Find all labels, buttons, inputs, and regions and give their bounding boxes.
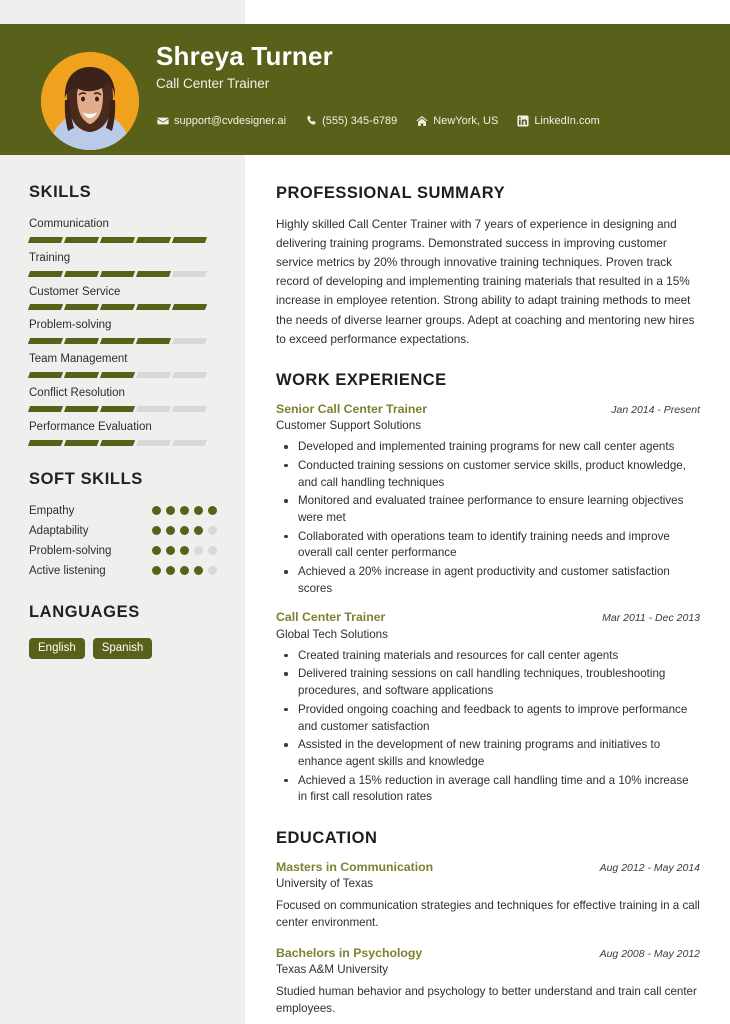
rating-dot bbox=[208, 526, 217, 535]
skill-bar-segment bbox=[28, 372, 63, 378]
experience-date-range: Mar 2011 - Dec 2013 bbox=[602, 612, 700, 625]
skill-bar-segment bbox=[172, 406, 207, 412]
skill-bar-segment bbox=[100, 372, 135, 378]
education-description: Studied human behavior and psychology to better understand and train call center employees. bbox=[276, 985, 697, 1016]
experience-date-range: Jan 2014 - Present bbox=[611, 403, 700, 416]
skill-bar-segment bbox=[64, 338, 99, 344]
avatar bbox=[41, 52, 139, 150]
summary-text: Highly skilled Call Center Trainer with 7 years of experience in designing and delivering training programs. Demonstrated success in improving customer service metrics by 20% through innovative training techniques. Proven track record of developing and implementing training materials that resulted in a 15% increase in employee retention. Strong ability to adapt training methods to meet the needs of diverse learner groups. Adept at coaching and mentoring new hires to exceed performance expectations. bbox=[276, 217, 695, 346]
skills-heading: SKILLS bbox=[29, 183, 92, 201]
skill-bar-segment bbox=[100, 406, 135, 412]
languages-list bbox=[29, 638, 217, 660]
contact-location[interactable] bbox=[416, 115, 498, 127]
skill-bar-segment bbox=[172, 338, 207, 344]
rating-dot bbox=[152, 566, 161, 575]
education-school: University of Texas bbox=[276, 877, 374, 891]
soft-skill-label: Empathy bbox=[29, 504, 75, 517]
skill-level-bar bbox=[29, 406, 217, 412]
languages-heading: LANGUAGES bbox=[29, 602, 140, 621]
skill-bar-segment bbox=[100, 338, 135, 344]
skill-bar-segment bbox=[100, 304, 135, 310]
soft-skill-label: Adaptability bbox=[29, 524, 89, 537]
contact-phone-label: (555) 345-6789 bbox=[322, 115, 398, 127]
skill-label: Performance Evaluation bbox=[29, 420, 152, 433]
skill-bar-segment bbox=[136, 237, 171, 243]
soft-skill-rating bbox=[152, 506, 217, 515]
sidebar bbox=[0, 155, 245, 659]
rating-dot bbox=[194, 546, 203, 555]
experience-bullet: Created training materials and resources for call center agents bbox=[276, 648, 700, 665]
skill-bar-segment bbox=[64, 271, 99, 277]
skill-label: Problem-solving bbox=[29, 319, 112, 332]
rating-dot bbox=[166, 506, 175, 515]
skill-item bbox=[29, 387, 217, 412]
education-school: Texas A&M University bbox=[276, 963, 389, 977]
experience-entry bbox=[276, 610, 700, 806]
skill-item bbox=[29, 421, 217, 446]
experience-bullet: Provided ongoing coaching and feedback to agents to improve performance and customer satisfaction bbox=[276, 702, 700, 735]
skill-label: Communication bbox=[29, 218, 109, 230]
skill-bar-segment bbox=[136, 372, 171, 378]
skill-bar-segment bbox=[64, 372, 99, 378]
rating-dot bbox=[152, 546, 161, 555]
skill-bar-segment bbox=[28, 338, 63, 344]
experience-list bbox=[276, 402, 700, 806]
experience-job-title: Call Center Trainer bbox=[276, 610, 386, 625]
education-entry bbox=[276, 946, 700, 1018]
soft-skill-rating bbox=[152, 566, 217, 575]
skill-bar-segment bbox=[172, 237, 207, 243]
experience-company: Global Tech Solutions bbox=[276, 627, 388, 641]
contact-location-label: NewYork, US bbox=[433, 115, 499, 127]
rating-dot bbox=[180, 546, 189, 555]
skill-bar-segment bbox=[172, 304, 207, 310]
skill-item bbox=[29, 319, 217, 344]
experience-bullet-list bbox=[276, 648, 700, 806]
rating-dot bbox=[180, 506, 189, 515]
contact-phone[interactable] bbox=[305, 115, 397, 127]
skills-list bbox=[29, 218, 217, 446]
main-content bbox=[245, 155, 730, 1024]
experience-bullet: Developed and implemented training programs for new call center agents bbox=[276, 439, 700, 456]
experience-entry-header bbox=[276, 402, 700, 417]
experience-entry bbox=[276, 402, 700, 598]
skill-bar-segment bbox=[28, 304, 63, 310]
skill-bar-segment bbox=[64, 304, 99, 310]
skill-bar-segment bbox=[28, 406, 63, 412]
education-heading: EDUCATION bbox=[276, 828, 378, 847]
experience-bullet: Achieved a 20% increase in agent productivity and customer satisfaction scores bbox=[276, 564, 700, 597]
skill-bar-segment bbox=[136, 304, 171, 310]
rating-dot bbox=[208, 546, 217, 555]
rating-dot bbox=[180, 566, 189, 575]
soft-skill-label: Active listening bbox=[29, 564, 106, 577]
experience-company: Customer Support Solutions bbox=[276, 419, 421, 433]
education-description: Focused on communication strategies and techniques for effective training in a call center environment. bbox=[276, 899, 700, 930]
skill-label: Conflict Resolution bbox=[29, 386, 125, 399]
skill-level-bar bbox=[29, 304, 217, 310]
education-date-range: Aug 2012 - May 2014 bbox=[599, 861, 700, 874]
skill-bar-segment bbox=[28, 440, 63, 446]
soft-skill-label: Problem-solving bbox=[29, 544, 112, 557]
rating-dot bbox=[152, 506, 161, 515]
experience-entry-header bbox=[276, 610, 700, 625]
education-list bbox=[276, 860, 700, 1018]
experience-bullet: Collaborated with operations team to identify training needs and improve overall call center performance bbox=[276, 529, 700, 562]
rating-dot bbox=[166, 546, 175, 555]
education-degree: Masters in Communication bbox=[276, 859, 434, 874]
contact-linkedin-label: LinkedIn.com bbox=[534, 115, 600, 127]
rating-dot bbox=[194, 566, 203, 575]
skill-level-bar bbox=[29, 237, 217, 243]
skill-bar-segment bbox=[100, 271, 135, 277]
soft-skill-rating bbox=[152, 526, 217, 535]
skill-item bbox=[29, 286, 217, 311]
summary-heading: PROFESSIONAL SUMMARY bbox=[276, 184, 506, 202]
soft-skill-item bbox=[29, 565, 217, 577]
skill-item bbox=[29, 252, 217, 277]
skill-bar-segment bbox=[172, 372, 207, 378]
soft-skill-rating bbox=[152, 546, 217, 555]
experience-job-title: Senior Call Center Trainer bbox=[276, 401, 428, 416]
experience-bullet: Achieved a 15% reduction in average call handling time and a 10% increase in first call resolution rates bbox=[276, 773, 700, 806]
skill-item bbox=[29, 353, 217, 378]
experience-bullet-list bbox=[276, 439, 700, 597]
skill-bar-segment bbox=[136, 440, 171, 446]
skill-bar-segment bbox=[136, 338, 171, 344]
linkedin-icon bbox=[517, 115, 529, 127]
rating-dot bbox=[208, 506, 217, 515]
home-icon bbox=[416, 115, 428, 127]
contact-list bbox=[157, 115, 600, 127]
education-degree: Bachelors in Psychology bbox=[276, 946, 423, 960]
language-chip: Spanish bbox=[93, 638, 153, 660]
soft-skills-heading: SOFT SKILLS bbox=[29, 469, 143, 488]
education-entry-header bbox=[276, 946, 700, 961]
experience-bullet: Conducted training sessions on customer service skills, product knowledge, and call handling techniques bbox=[276, 458, 700, 491]
skill-bar-segment bbox=[100, 237, 135, 243]
experience-bullet: Delivered training sessions on call handling techniques, troubleshooting procedures, and software applications bbox=[276, 666, 700, 699]
skill-level-bar bbox=[29, 440, 217, 446]
rating-dot bbox=[166, 526, 175, 535]
contact-email-label: support@cvdesigner.ai bbox=[174, 115, 287, 127]
skill-bar-segment bbox=[28, 271, 63, 277]
contact-email[interactable] bbox=[157, 115, 286, 127]
rating-dot bbox=[152, 526, 161, 535]
header-identity bbox=[156, 42, 716, 91]
skill-bar-segment bbox=[136, 271, 171, 277]
soft-skill-item bbox=[29, 545, 217, 557]
skill-bar-segment bbox=[64, 406, 99, 412]
experience-bullet: Assisted in the development of new training programs and initiatives to enhance agent skills and knowledge bbox=[276, 737, 700, 770]
skill-label: Team Management bbox=[29, 353, 128, 366]
soft-skill-item bbox=[29, 525, 217, 537]
rating-dot bbox=[194, 526, 203, 535]
skill-bar-segment bbox=[64, 237, 99, 243]
skill-bar-segment bbox=[172, 440, 207, 446]
skill-bar-segment bbox=[28, 237, 63, 243]
skill-level-bar bbox=[29, 271, 217, 277]
education-entry-header bbox=[276, 860, 700, 875]
soft-skills-list bbox=[29, 505, 217, 577]
skill-bar-segment bbox=[172, 271, 207, 277]
language-chip: English bbox=[29, 638, 85, 660]
rating-dot bbox=[208, 566, 217, 575]
education-entry bbox=[276, 860, 700, 932]
envelope-icon bbox=[157, 115, 169, 127]
skill-level-bar bbox=[29, 338, 217, 344]
skill-label: Customer Service bbox=[29, 285, 121, 298]
experience-heading: WORK EXPERIENCE bbox=[276, 370, 447, 389]
phone-icon bbox=[305, 115, 317, 127]
skill-bar-segment bbox=[64, 440, 99, 446]
skill-bar-segment bbox=[136, 406, 171, 412]
soft-skill-item bbox=[29, 505, 217, 517]
rating-dot bbox=[166, 566, 175, 575]
skill-bar-segment bbox=[100, 440, 135, 446]
skill-label: Training bbox=[29, 251, 71, 264]
rating-dot bbox=[194, 506, 203, 515]
rating-dot bbox=[180, 526, 189, 535]
experience-bullet: Monitored and evaluated trainee performance to ensure learning objectives were met bbox=[276, 493, 700, 526]
page-title: Shreya Turner bbox=[156, 41, 333, 71]
education-date-range: Aug 2008 - May 2012 bbox=[599, 948, 700, 960]
skill-item bbox=[29, 218, 217, 243]
job-role-subtitle: Call Center Trainer bbox=[156, 75, 270, 91]
contact-linkedin[interactable] bbox=[517, 115, 599, 127]
skill-level-bar bbox=[29, 372, 217, 378]
